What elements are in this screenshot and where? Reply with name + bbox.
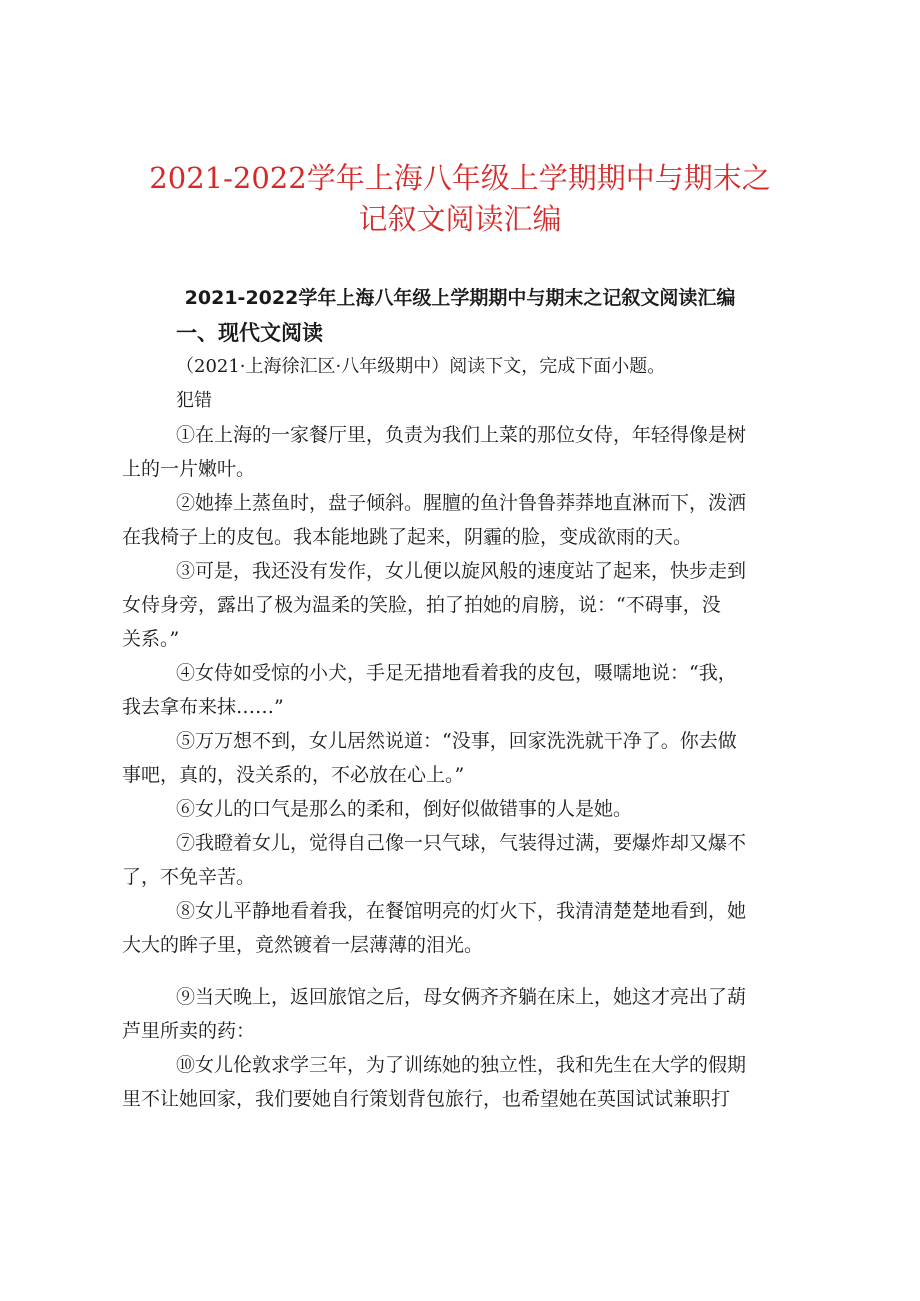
document-title-line-2: 记叙文阅读汇编 [358, 202, 562, 236]
document-subtitle: 2021-2022学年上海八年级上学期期中与期末之记叙文阅读汇编 [184, 287, 736, 309]
paragraph-6 [126, 792, 828, 826]
paragraph-10-line-2: 里不让她回家，我们要她自行策划背包旅行，也希望她在英国试试兼职打 [122, 1088, 731, 1110]
paragraph-10 [122, 1048, 828, 1116]
paragraph-1-line-2: 上的一片嫩叶。 [122, 458, 256, 480]
paragraph-9 [122, 980, 828, 1048]
paragraph-8-line-1: ⑧女儿平静地看着我，在餐馆明亮的灯火下，我清清楚楚地看到，她 [176, 900, 747, 922]
paragraph-1-line-1: ①在上海的一家餐厅里，负责为我们上菜的那位女侍，年轻得像是树 [176, 424, 747, 446]
document-title [120, 158, 800, 240]
paragraph-gap [126, 962, 828, 980]
paragraph-3-line-2: 女侍身旁，露出了极为温柔的笑脸，拍了拍她的肩膀，说：“不碍事，没 [122, 594, 721, 616]
paragraph-2 [122, 486, 828, 554]
paragraph-2-line-1: ②她捧上蒸鱼时，盘子倾斜。腥膻的鱼汁鲁鲁莽莽地直淋而下，泼洒 [176, 492, 747, 514]
paragraph-7-line-2: 了，不免辛苦。 [122, 866, 256, 888]
paragraph-7-line-1: ⑦我瞪着女儿，觉得自己像一只气球，气装得过满，要爆炸却又爆不 [176, 832, 747, 854]
paragraph-9-line-1: ⑨当天晚上，返回旅馆之后，母女俩齐齐躺在床上，她这才亮出了葫 [176, 986, 747, 1008]
source-line: （2021·上海徐汇区·八年级期中）阅读下文，完成下面小题。 [176, 356, 666, 377]
paragraph-2-line-2: 在我椅子上的皮包。我本能地跳了起来，阴霾的脸，变成欲雨的天。 [122, 526, 693, 548]
document-title-line-1: 2021-2022学年上海八年级上学期期中与期末之 [149, 161, 771, 195]
paragraph-7 [122, 826, 828, 894]
passage-title: 犯错 [176, 390, 212, 411]
paragraph-4 [122, 656, 828, 724]
paragraph-3-line-3: 关系。” [122, 628, 180, 650]
paragraph-10-line-1: ⑩女儿伦敦求学三年，为了训练她的独立性，我和先生在大学的假期 [176, 1054, 747, 1076]
section-heading: 一、现代文阅读 [176, 321, 323, 345]
paragraph-4-line-2: 我去拿布来抹……” [122, 696, 284, 718]
paragraph-3-line-1: ③可是，我还没有发作，女儿便以旋风般的速度站了起来，快步走到 [176, 560, 747, 582]
paragraph-4-line-1: ④女侍如受惊的小犬，手足无措地看着我的皮包，嗫嚅地说：“我， [176, 662, 737, 684]
paragraph-8 [122, 894, 828, 962]
paragraph-list [122, 418, 828, 1116]
paragraph-3 [122, 554, 828, 656]
paragraph-5 [122, 724, 828, 792]
paragraph-1 [122, 418, 828, 486]
paragraph-5-line-1: ⑤万万想不到，女儿居然说道：“没事，回家洗洗就干净了。你去做 [176, 730, 737, 752]
paragraph-6-line-1: ⑥女儿的口气是那么的柔和，倒好似做错事的人是她。 [176, 798, 633, 820]
passage-body [122, 350, 828, 1116]
paragraph-5-line-2: 事吧，真的，没关系的，不必放在心上。” [122, 764, 465, 786]
paragraph-9-line-2: 芦里所卖的药： [122, 1020, 256, 1042]
paragraph-8-line-2: 大大的眸子里，竟然镀着一层薄薄的泪光。 [122, 934, 484, 956]
